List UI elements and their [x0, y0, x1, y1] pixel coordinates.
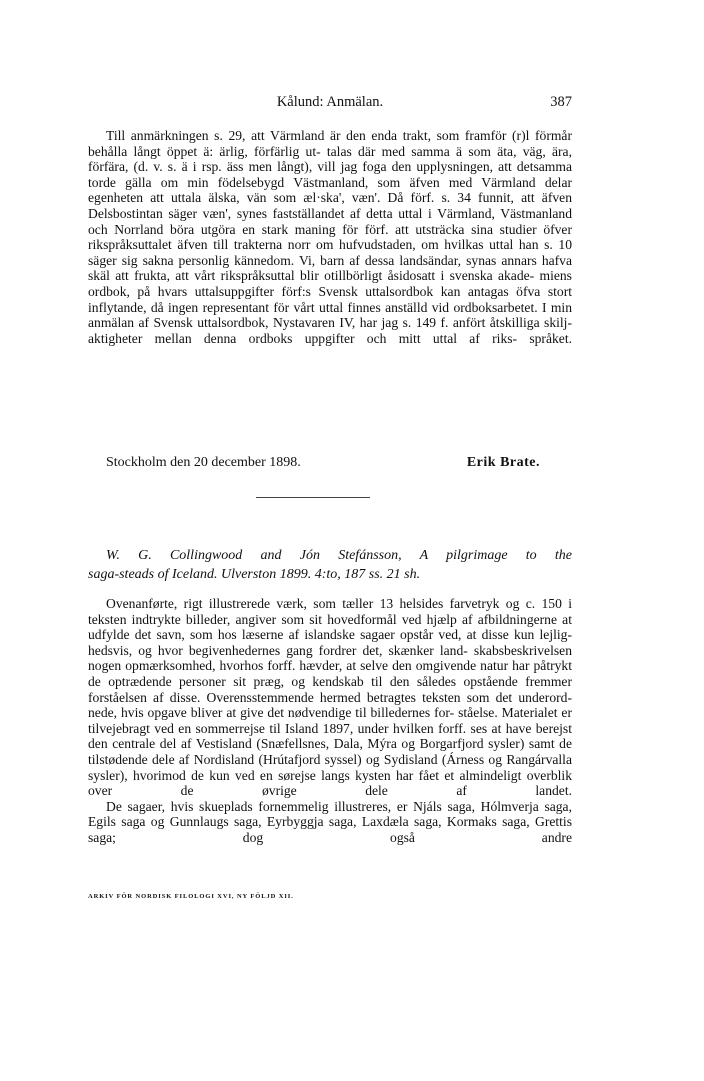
- text-line: skabsbeskrivelsen nogen opmærksomhed, hvorhos forff. hævder, at: [88, 642, 572, 674]
- text-line: Ovenanførte, rigt illustrerede værk, som tæller 13 helsides: [106, 596, 450, 611]
- text-line: miens ordbok, på hvars uttalsuppgifter förf:s Svensk uttalsordbok: [88, 268, 572, 299]
- text-line: uttalsordbok, Nystavaren IV, har jag s. 149 f. anfört åtskilliga skilj-: [197, 315, 572, 331]
- text-line: hedsvis, og hvor begivenhedernes gang fordrer det, skænker land-: [88, 642, 474, 658]
- page-number: 387: [550, 94, 572, 110]
- text-line: saga, Laxdæla saga, Kormaks saga, Grettis saga; dog også andre: [88, 814, 572, 845]
- footer-signature: ARKIV FÖR NORDISK FILOLOGI XVI, NY FÖLJD XII.: [88, 893, 294, 900]
- text-line: Värmland delar egenheten att uttala älska, vän som æl·ska', væn'.: [88, 174, 573, 206]
- text-line: saga, Hólmverja saga, Egils saga og Gunnlaugs saga, Eyrbyggja: [88, 798, 572, 830]
- text-line: (Árness og Rangárvalla sysler), hvorimod de kun ved en sørejse: [88, 751, 572, 783]
- text-line: ståelse. Materialet er tilvejebragt ved en sommerrejse til Island: [88, 705, 572, 736]
- text-line: aktigheter mellan denna ordboks uppgifter och mitt uttal af riks-: [88, 330, 530, 346]
- text-line: uttal finnes anställd vid ordboksarbetet. I min anmälan af Svensk: [88, 299, 572, 331]
- text-line: langs kysten har fået et almindeligt overblik over de øvrige dele: [88, 767, 572, 799]
- text-line: som framför (r)l förmår behålla långt öppet ä: ärlig, förfärlig ut-: [88, 128, 572, 159]
- text-line: kan antagas öfva stort inflytande, då ingen representant för vårt: [88, 283, 573, 315]
- section-separator: [256, 497, 370, 498]
- text-line: hos læserne af islandske sagaer opstår ved, at disse kun lejlig-: [217, 627, 572, 643]
- text-line: selve den omgivende natur har påtrykt de optrædende personer sit: [88, 658, 572, 689]
- text-line: farvetryk og c. 150 i teksten indtrykte billeder, angiver som sit: [88, 596, 572, 627]
- running-title: Kålund: Anmälan.: [276, 94, 384, 110]
- text-line: rsp. äss men långt), vill jag foga den upplysningen, att detsamma: [201, 159, 572, 175]
- swedish-note: [88, 128, 572, 346]
- review-paragraph-1: [88, 596, 572, 799]
- page: [88, 0, 572, 1081]
- text-line: af landet.: [456, 783, 572, 799]
- text-line: Till anmärkningen s. 29, att Värmland är den enda trakt,: [106, 128, 437, 143]
- signoff: [106, 455, 572, 473]
- text-line: böra utgöra en stark maning för förf. att utsträcka sina studier: [170, 221, 544, 237]
- text-line: om hvilkas uttal han s. 10 säger sig sakna personlig kännedom.: [88, 237, 572, 268]
- text-line: Vestisland (Snæfellsnes, Dala, Mýra og Borgarfjord sysler) samt de: [195, 736, 573, 752]
- swedish-note-paragraph: [88, 128, 572, 346]
- review-body: [88, 596, 572, 846]
- text-line: De sagaer, hvis skueplads fornemmelig illustreres, er Njáls: [106, 798, 448, 814]
- review-title-line-1: W. G. Collingwood and Jón Stefánsson, A pilgrimage to the: [106, 548, 572, 563]
- text-line: talas där med samma ä som äta, väg, ära, förfära, (d. v. s. ä i: [88, 143, 572, 175]
- text-line: nede, hvis opgave bliver at give det nødvendige til billedernes for-: [88, 705, 459, 721]
- text-line: att vårt rikspråksuttal blir otillbörligt åsidosatt i svenska akade-: [175, 268, 540, 284]
- text-line: torde gälla om min födelsebygd Västmanland, som äfven med: [88, 174, 482, 190]
- signoff-author: Erik Brate.: [466, 455, 540, 470]
- review-title: [88, 546, 572, 584]
- running-header: [88, 94, 572, 114]
- text-line: språket.: [529, 330, 572, 346]
- text-line: Vi, barn af dessa landsändar, synas annars hafva skäl att frukta,: [88, 252, 573, 284]
- text-line: fastställandet af detta uttal i Värmland, Västmanland och Norrland: [88, 205, 573, 237]
- text-line: 1897, under hvilken forff. ses at have berejst den centrale del af: [88, 720, 572, 752]
- text-line: Overensstemmende hermed betragtes teksten som det underord-: [206, 689, 572, 705]
- text-line: hovedformål ved hjælp af afbildningerne at udfylde det savn, som: [88, 611, 572, 643]
- text-line: Då förf. s. 34 funnit, att äfven Delsbostintan säger væn', synes: [88, 190, 572, 221]
- text-line: öfver rikspråksuttalet äfven till trakterna norr om hufvudstaden,: [88, 221, 572, 253]
- text-line: tilstødende dele af Nordisland (Hrútafjord syssel) og Sydisland: [88, 751, 442, 767]
- text-line: præg, og kendskab til den således opstående fremmer forståelsen af disse.: [88, 673, 572, 705]
- review-paragraph-2: [88, 799, 572, 846]
- signoff-date: Stockholm den 20 december 1898.: [106, 455, 301, 470]
- review-title-line-2: saga-steads of Iceland. Ulverston 1899. 4:to, 187 ss. 21 sh.: [88, 567, 421, 582]
